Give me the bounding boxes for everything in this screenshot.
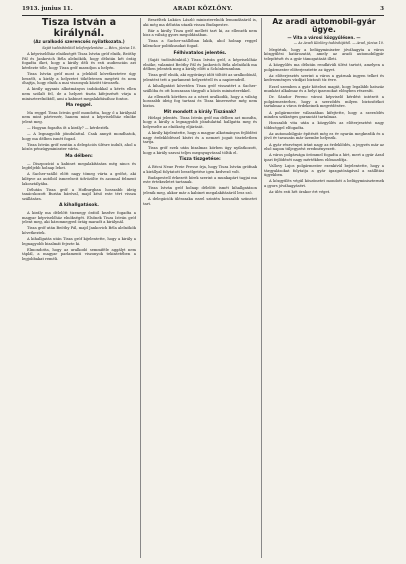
paragraph: Ma reggel Tisza István gróf mondotta, hogy ő a királynál nem mint pártvezér, hanem mint a képviselőház elnöke jelent meg. [22, 110, 136, 124]
paragraph: Délután Tisza gróf a Hofburgban hosszabb ideig tanácskozott Burián báróval, majd késő este tért vissza szállására. [22, 187, 136, 201]
masthead-title: ARADI KÖZLÖNY. [173, 6, 233, 12]
column-divider [140, 18, 141, 558]
paragraph: — Diszpozíció a kabinet megalakítására még nincs és legfeljebb holnap lehet. [22, 161, 136, 171]
paragraph: Tisza István gróf ezután a delegációs ülésre indult, ahol a közös pénzügyminiszter várta. [22, 142, 136, 152]
paragraph: A polgármester válaszában kifejtette, hogy a szerződés minden szükséges garanciát tartalmaz. [264, 110, 384, 120]
article-title-tisza: Tisza István a királynál. [41, 18, 117, 39]
header-rule [22, 15, 384, 16]
paragraph: A kihallgatást követően Tisza gróf visszatért a Sacher-szállóba és ott hosszasan tárgyalt a közös miniszterekkel. [143, 84, 257, 93]
paragraph: A közgyűlés ma délután rendkívüli ülést tartott, amelyen a polgármester előterjesztette az ügyet. [264, 63, 384, 72]
paragraph: A Bécsi Neue Freie Presse írja, hogy Tisza István grófnak a királlyal folytatott beszélgetése igen kedvező volt. [143, 165, 257, 174]
article-title-automobil: Az aradi automobil-gyár ügye. [272, 18, 376, 35]
paragraph: A király kijelentette, hogy a magyar alkotmányos fejlődést nagy érdeklődéssel kíséri és a nemzet jogait tiszteletben tartja. [143, 130, 257, 145]
paragraph: (Saját tudósítónktól.) Tisza István gróf, a képviselőház elnöke, valamint Beöthy Pál és Jankovich Béla alelnökök ma délben jelentek meg a király előtt a Schönbrunnban. [143, 58, 257, 72]
paragraph: — Hogyan fogadta őt a király? — kérdezték. [27, 126, 110, 131]
paragraph: Tisza István gróf holnap délelőtt ismét kihallgatáson jelenik meg, akkor már a kabinet megalakításáról lesz szó. [143, 186, 257, 195]
paragraph: Hírlapi jelentés. Tisza István gróf ma délben azt mondta, hogy a király a legnagyobb jóindulattal hallgatta meg és helyeselte az elnökség eljárását. [143, 115, 257, 129]
paragraph: A kihallgatás után Tisza gróf kijelentette, hogy a király a legnagyobb bizalmát fejezte ki. [22, 236, 136, 246]
paragraph: Megírtuk, hogy a belügyminiszter jóváhagyta a város közgyűlési határozatát, amely az aradi automobilgyár telepítését és a gyár támogatását illeti. [264, 47, 384, 62]
paragraph: Ezzel szemben a gyár kötelezi magát, hogy legalább hatszáz munkást alkalmaz és a helyi iparosokat előnyben részesíti. [264, 84, 384, 94]
article-kicker: (Az uralkodó szerencsés nyilatkozata.) [33, 39, 125, 45]
paragraph: Dr. Sándor Ferenc városi képviselő kérdést intézett a polgármesterhez, hogy a szerződés milyen biztosítékot tartalmaz a város érdekeinek megvédésére. [264, 95, 384, 109]
article-dateline: — Az Aradi Közlöny tudósítójától. — Arad, június 10. [293, 41, 384, 46]
section-subheading: A kihallgatások. [59, 203, 99, 209]
paragraph: Tisza a Sacher-szállóban lakik, ahol holnap reggel kilenckor politikusokat fogad. [143, 39, 257, 48]
header-date: 1913. junius 11. [22, 6, 73, 12]
paragraph: Tisza István gróf most a jelekből következtetve úgy beszélt, a király a helyzetet tökéletesen megérti és nem óhajtja, hogy elnök a mai viszonyok között távozzék. [22, 72, 136, 86]
article-kicker: — Vita a városi közgyűlésen. — [287, 34, 361, 40]
paragraph: A delegációk ülésszaka ezzel szintén hosszabb szünetet tart. [143, 197, 257, 206]
paragraph: — A legnagyobb jóindulattal. Csak annyit mondhatok, hogy ma délben ismét fogad. [22, 132, 136, 141]
section-subheading: Ma reggel. [65, 103, 93, 109]
paragraph: Tisza gróf ezek után bizalmas körben úgy nyilatkozott, hogy a király szavai teljes megnyugvással töltik el. [143, 146, 257, 155]
paragraph: Az ülés esti hét órakor ért véget. [269, 189, 331, 194]
paragraph: Az előterjesztés szerint a város a gyárnak ingyen telket és kedvezményes vízdíjat biztosít tíz évre. [264, 73, 384, 83]
paragraph: A képviselőház elnökségét Tisza István gróf elnök, Beöthy Pál és Jankovich Béla alelnökök, hogy délután két óráig fogadta őket, hogy a király déli és esti audiencián azt kérdezte tőle, hogy Tisza gróf maradjon a helyén. [22, 52, 136, 71]
paragraph: Hosszabb vita után a közgyűlés az előterjesztést nagy többséggel elfogadta. [264, 121, 384, 130]
paragraph: Tisza gróf után Beöthy Pál, majd Jankovich Béla alelnökök következtek. [22, 226, 136, 235]
paragraph: A közgyűlés végül köszönetet mondott a belügyminiszternek a gyors jóváhagyásért. [264, 179, 384, 188]
paragraph: Budapestről érkezett hírek szerint a munkapárt tagjai ma este értekezletet tartanak. [143, 175, 257, 185]
page-number: 3 [380, 6, 384, 12]
paragraph: A király ma délelőtt tizenegy órától kezdve fogadta a magyar képviselőház elnökségét. Elsőnek Tisza István gróf jelent meg, aki háromnegyed óráig maradt a királynál. [22, 211, 136, 225]
paragraph: A város polgársága örömmel fogadta a hírt, mert a gyár Arad ipari fejlődését nagy mértékben előmozdítja. [264, 153, 384, 162]
section-kicker: Mit mondott a király Tiszának? [163, 109, 237, 115]
column-divider [261, 18, 262, 558]
paragraph: Az automobilgyár építését még ez év nyarán megkezdik és a jövő év tavaszán már üzembe helyezik. [264, 131, 384, 141]
paragraph: Elmondotta, hogy az uralkodó semmiféle aggályt nem táplál, a magyar parlamenti viszonyok tekintetében a legjobbakat reméli. [22, 247, 136, 261]
paragraph: Az ellenzék körében az a nézet uralkodik, hogy a válság hosszabb ideig fog tartani és Tisza kinevezése még nem biztos. [143, 94, 257, 108]
column-1 [22, 18, 136, 558]
section-subheading: Ma délben: [65, 154, 93, 160]
column-2 [143, 18, 257, 558]
column-3 [264, 18, 384, 558]
paragraph: Beszéltek Lukács László miniszterelnök lemondásáról is, aki még ma délután utazik vissza Budapestre. [143, 18, 257, 27]
article-dateline: Saját tudósítónktól telefonjelentése — Bécs, június 10. [42, 45, 136, 50]
paragraph: A Sacher-szálló előtt nagy tömeg várta a grófot, aki kilépve az autóból ismerőseit üdvözölte és azonnal felment lakosztályába. [22, 172, 136, 186]
paragraph: Bár a király Tisza gróf mellett tart ki, az ellenzék nem hisz a válság gyors megoldásában. [143, 28, 257, 38]
paragraph: A király ugyanis alkotmányos indokokkal a kérés ellen nem szólalt fel, de a helyzet tiszta kifejezését várja a miniszterelnöktől, ami a kabinet megalakításához fontos. [22, 87, 136, 101]
section-subheading: Tisza tiszgetése: [179, 157, 221, 163]
paragraph: Vallovy Lajos polgármester ezenkívül bejelentette, hogy a tárgyalásokat folytatja a gyár igazgatóságával a szállítási ügyekben. [264, 163, 384, 178]
paragraph: A gyár részvényei iránt nagy az érdeklődés, a jegyzés már az első napon túljegyzést eredményezett. [264, 142, 384, 152]
section-subheading: Félhivatalos jelentés. [173, 50, 227, 56]
paragraph: Tisza gróf elnök, aki egyórányi időt töltött az uralkodónál, jelentést tett a parlament helyzetéről és a napirendről. [143, 73, 257, 83]
